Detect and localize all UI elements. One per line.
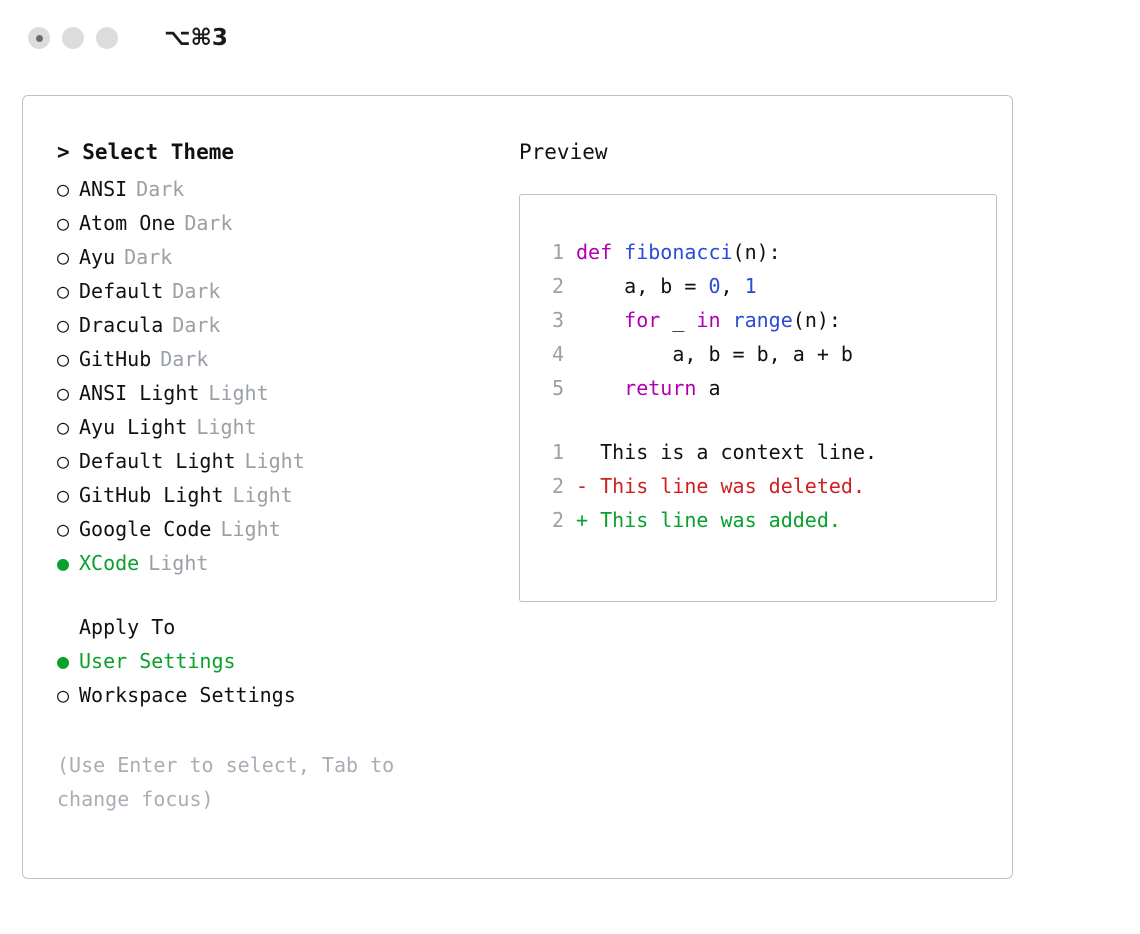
code-token: range <box>732 308 793 332</box>
apply-to-option[interactable] <box>57 644 499 678</box>
code-token: a, b = <box>576 274 709 298</box>
theme-option-label: Atom One <box>79 211 176 235</box>
radio-selected-icon[interactable]: ● <box>57 551 70 575</box>
code-line <box>538 235 996 269</box>
code-token: _ <box>660 308 697 332</box>
code-line <box>538 371 996 405</box>
radio-unselected-icon[interactable]: ○ <box>57 177 70 201</box>
line-number: 4 <box>551 342 564 366</box>
theme-variant-label: Light <box>232 483 293 507</box>
theme-option-label: GitHub <box>79 347 152 371</box>
code-line <box>538 337 996 371</box>
theme-variant-label: Dark <box>136 177 185 201</box>
diff-line <box>538 469 996 503</box>
code-line <box>538 303 996 337</box>
theme-list[interactable] <box>57 172 499 580</box>
code-token: 0 <box>708 274 721 298</box>
line-number: 3 <box>551 308 564 332</box>
theme-variant-label: Light <box>148 551 209 575</box>
diff-text: This is a context line. <box>588 440 878 464</box>
line-number: 2 <box>551 474 564 498</box>
preview-header: Preview <box>519 140 608 164</box>
apply-to-option-label: Workspace Settings <box>79 683 296 707</box>
code-sample <box>538 235 996 405</box>
code-token: (n): <box>792 308 841 332</box>
theme-option[interactable] <box>57 240 499 274</box>
apply-to-list[interactable] <box>57 644 499 712</box>
line-number: 2 <box>551 508 564 532</box>
radio-unselected-icon[interactable]: ○ <box>57 683 70 707</box>
radio-unselected-icon[interactable]: ○ <box>57 449 70 473</box>
theme-picker-panel <box>22 95 1013 879</box>
radio-unselected-icon[interactable]: ○ <box>57 483 70 507</box>
radio-unselected-icon[interactable]: ○ <box>57 381 70 405</box>
line-number: 5 <box>551 376 564 400</box>
keyboard-hint-text: (Use Enter to select, Tab to change focus) <box>57 753 407 811</box>
code-token: return <box>624 376 697 400</box>
diff-sign: - <box>576 474 589 498</box>
code-token: 1 <box>744 274 757 298</box>
line-number: 1 <box>551 440 564 464</box>
diff-line <box>538 435 996 469</box>
diff-line <box>538 503 996 537</box>
theme-option-label: Google Code <box>79 517 212 541</box>
theme-option[interactable] <box>57 342 499 376</box>
theme-option-label: Default Light <box>79 449 236 473</box>
diff-sample <box>538 435 996 537</box>
diff-text: This line was added. <box>588 508 841 532</box>
theme-option-label: Ayu Light <box>79 415 188 439</box>
apply-to-option[interactable] <box>57 678 499 712</box>
line-number: 2 <box>551 274 564 298</box>
diff-sign <box>576 440 588 464</box>
radio-unselected-icon[interactable]: ○ <box>57 313 70 337</box>
code-token: a <box>696 376 721 400</box>
theme-option[interactable] <box>57 546 499 580</box>
theme-option[interactable] <box>57 172 499 206</box>
theme-option-label: Ayu <box>79 245 116 269</box>
apply-to-option-label: User Settings <box>79 649 236 673</box>
code-token <box>721 308 733 332</box>
theme-variant-label: Dark <box>124 245 173 269</box>
radio-unselected-icon[interactable]: ○ <box>57 279 70 303</box>
theme-variant-label: Light <box>208 381 269 405</box>
theme-option[interactable] <box>57 512 499 546</box>
theme-variant-label: Light <box>196 415 257 439</box>
code-token <box>576 308 624 332</box>
apply-to-header: Apply To <box>79 615 176 639</box>
code-token: fibonacci <box>624 240 733 264</box>
keyboard-shortcut-label: ⌥⌘3 <box>164 25 228 51</box>
theme-option[interactable] <box>57 274 499 308</box>
code-token: def <box>576 240 625 264</box>
minimize-button-icon[interactable] <box>62 27 84 49</box>
theme-variant-label: Dark <box>172 279 221 303</box>
theme-option[interactable] <box>57 410 499 444</box>
maximize-button-icon[interactable] <box>96 27 118 49</box>
theme-option[interactable] <box>57 444 499 478</box>
theme-option-label: XCode <box>79 551 140 575</box>
code-token: , <box>720 274 745 298</box>
theme-option-label: Default <box>79 279 164 303</box>
radio-unselected-icon[interactable]: ○ <box>57 517 70 541</box>
theme-variant-label: Dark <box>184 211 233 235</box>
code-token <box>576 376 624 400</box>
theme-option-label: ANSI <box>79 177 128 201</box>
theme-variant-label: Light <box>244 449 305 473</box>
line-number: 1 <box>551 240 564 264</box>
radio-unselected-icon[interactable]: ○ <box>57 245 70 269</box>
preview-column <box>499 140 1012 816</box>
theme-option-label: ANSI Light <box>79 381 200 405</box>
radio-unselected-icon[interactable]: ○ <box>57 347 70 371</box>
preview-spacer <box>538 405 996 435</box>
theme-selection-column <box>39 140 499 816</box>
code-token: a, b = b, a + b <box>576 342 853 366</box>
preview-box <box>519 194 997 602</box>
radio-unselected-icon[interactable]: ○ <box>57 415 70 439</box>
theme-option[interactable] <box>57 206 499 240</box>
theme-option-label: GitHub Light <box>79 483 224 507</box>
diff-sign: + <box>576 508 589 532</box>
theme-option[interactable] <box>57 478 499 512</box>
theme-variant-label: Light <box>220 517 281 541</box>
theme-option[interactable] <box>57 376 499 410</box>
theme-option-label: Dracula <box>79 313 164 337</box>
theme-variant-label: Dark <box>160 347 209 371</box>
select-theme-header: > Select Theme <box>57 140 235 164</box>
code-token: in <box>696 308 721 332</box>
diff-text: This line was deleted. <box>588 474 865 498</box>
code-line <box>538 269 996 303</box>
code-token: (n): <box>732 240 781 264</box>
close-button-icon[interactable] <box>28 27 50 49</box>
theme-option[interactable] <box>57 308 499 342</box>
window-controls[interactable] <box>28 27 118 49</box>
theme-variant-label: Dark <box>172 313 221 337</box>
radio-unselected-icon[interactable]: ○ <box>57 211 70 235</box>
title-bar <box>0 0 1140 76</box>
radio-selected-icon[interactable]: ● <box>57 649 70 673</box>
code-token: for <box>624 308 661 332</box>
